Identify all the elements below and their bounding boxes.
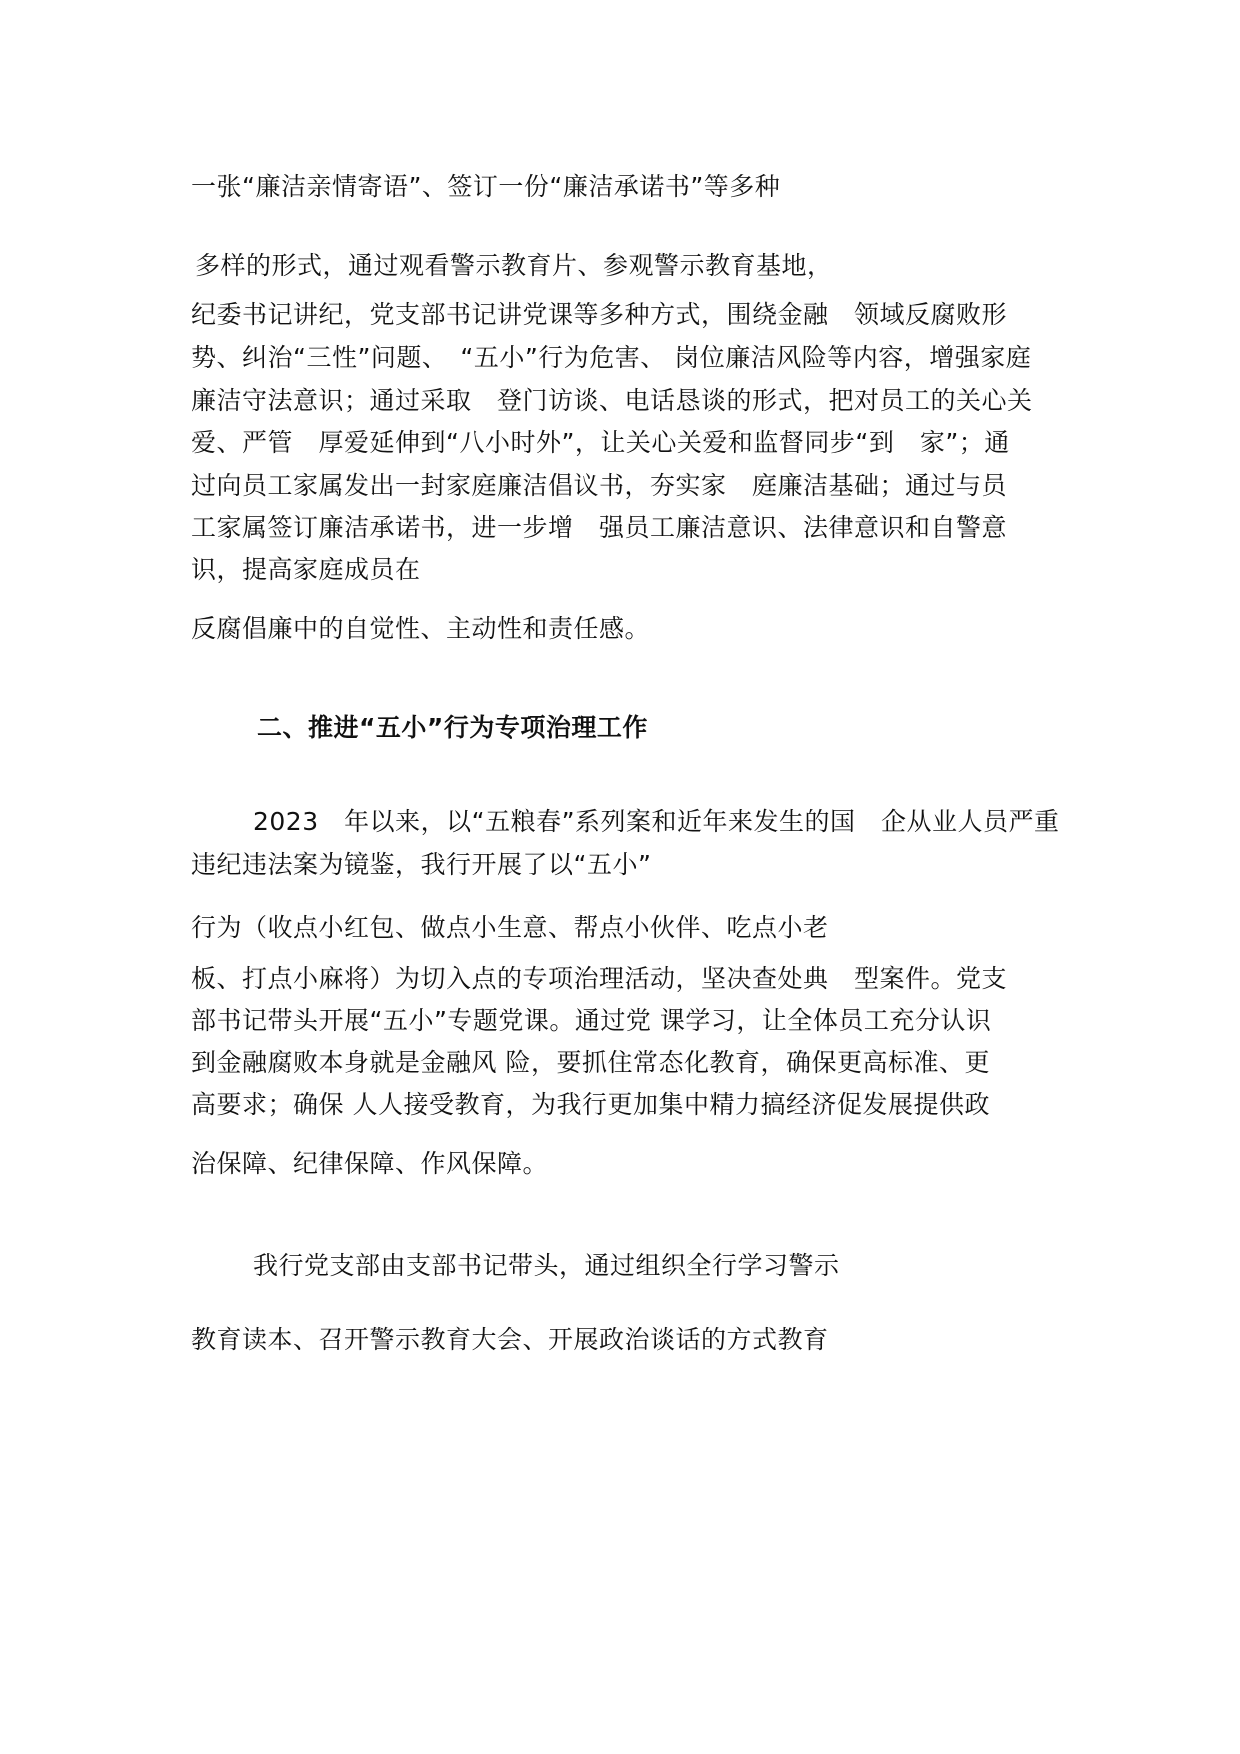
text-line: 治保障、纪律保障、作风保障。 xyxy=(191,1149,549,1178)
text-line: 纪委书记讲纪，党支部书记讲党课等多种方式，围绕金融 领域反腐败形 xyxy=(191,300,1008,329)
text-line: 板、打点小麻将）为切入点的专项治理活动，坚决查处典 型案件。党支 xyxy=(191,964,1008,993)
section-heading: 二、推进“五小”行为专项治理工作 xyxy=(257,713,648,742)
text-line: 教育读本、召开警示教育大会、开展政治谈话的方式教育 xyxy=(191,1325,829,1354)
text-line: 识，提高家庭成员在 xyxy=(191,555,421,584)
text-line: 势、纠治“三性”问题、 “五小”行为危害、 岗位廉洁风险等内容，增强家庭 xyxy=(191,343,1032,372)
text-line: 一张“廉洁亲情寄语”、签订一份“廉洁承诺书”等多种 xyxy=(191,172,781,201)
text-line: 工家属签订廉洁承诺书，进一步增 强员工廉洁意识、法律意识和自警意 xyxy=(191,513,1008,542)
text-line: 2023 年以来，以“五粮春”系列案和近年来发生的国 企从业人员严重 xyxy=(253,807,1060,836)
text-line: 违纪违法案为镜鉴，我行开展了以“五小” xyxy=(191,850,652,879)
text-line: 爱、严管 厚爱延伸到“八小时外”，让关心关爱和监督同步“到 家”；通 xyxy=(191,428,1010,457)
text-line: 部书记带头开展“五小”专题党课。通过党 课学习，让全体员工充分认识 xyxy=(191,1006,992,1035)
text-line: 过向员工家属发出一封家庭廉洁倡议书，夯实家 庭廉洁基础；通过与员 xyxy=(191,471,1008,500)
text-line: 廉洁守法意识；通过采取 登门访谈、电话恳谈的形式，把对员工的关心关 xyxy=(191,386,1033,415)
text-line: 行为（收点小红包、做点小生意、帮点小伙伴、吃点小老 xyxy=(191,913,829,942)
text-line: 反腐倡廉中的自觉性、主动性和责任感。 xyxy=(191,614,651,643)
text-line: 高要求；确保 人人接受教育，为我行更加集中精力搞经济促发展提供政 xyxy=(191,1090,990,1119)
text-line: 到金融腐败本身就是金融风 险，要抓住常态化教育，确保更高标准、更 xyxy=(191,1048,990,1077)
text-line: 多样的形式，通过观看警示教育片、参观警示教育基地， xyxy=(195,251,833,280)
text-line: 我行党支部由支部书记带头，通过组织全行学习警示 xyxy=(253,1251,840,1280)
